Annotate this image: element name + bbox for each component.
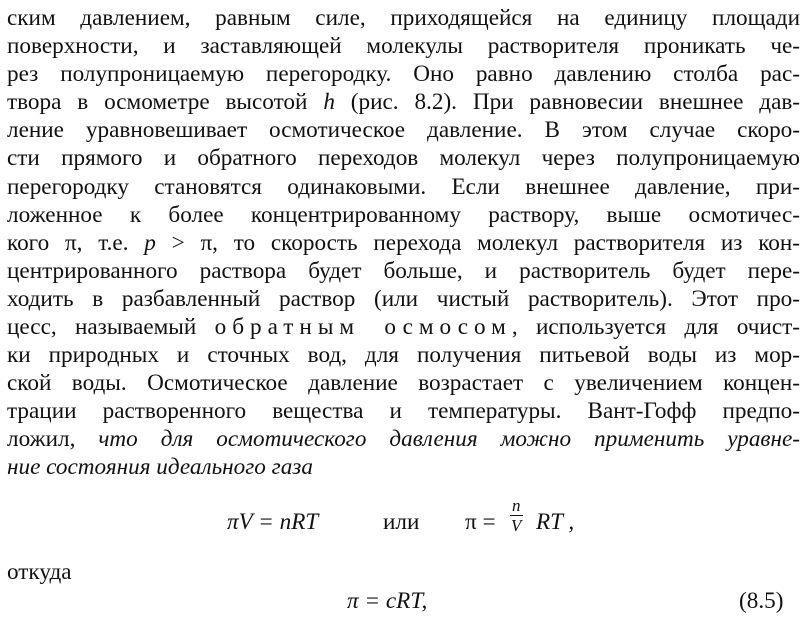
equation-pi-eq: π = [465, 509, 496, 535]
text-line: трации растворенного вещества и температуры. Вант-Гофф предпо- [7, 398, 800, 424]
text-line: ским давлением, равным силе, приходящейся на единицу площади [7, 5, 800, 31]
text-line: рез полупроницаемую перегородку. Оно равно давлению столба рас- [7, 61, 800, 87]
text-line: поверхности, и заставляющей молекулы растворителя проникать че- [7, 33, 800, 59]
equation-rt: RT , [536, 509, 575, 535]
whence-word: откуда [7, 559, 72, 585]
var-h: h [323, 89, 335, 115]
text-line: центрированного раствора будет больше, и растворитель будет пере- [7, 258, 800, 284]
italic-text: ние состояния идеального газа [7, 454, 313, 480]
text-line [7, 453, 800, 481]
fraction-denominator: V [511, 516, 522, 535]
equation-or-word: или [383, 509, 420, 535]
text-line: ложил, что для осмотического давления можно применить уравне- [7, 426, 801, 452]
text-line: ской воды. Осмотическое давление возрастает с увеличением концен- [7, 370, 800, 396]
text-line: сти прямого и обратного переходов молекул через полупроницаемую [7, 145, 800, 171]
fraction-numerator: n [512, 496, 521, 515]
equation-pi-crt: π = cRT, [347, 588, 428, 614]
text-line: ление уравновешивает осмотическое давление. В этом случае скоро- [7, 117, 800, 143]
text-line: цесс, называемый обратным осмосом, используется для очист- [7, 314, 800, 340]
text-line: твора в осмометре высотой h (рис. 8.2). При равновесии внешнее дав- [7, 89, 801, 115]
text-line: ложенное к более концентрированному раствору, выше осмотичес- [7, 202, 800, 228]
text-line: кого π, т.е. p > π, то скорость перехода молекул растворителя из кон- [7, 230, 801, 256]
italic-text: что для осмотического давления можно применить уравне- [98, 426, 801, 452]
spaced-term: обратным осмосом [214, 314, 512, 340]
equation-ideal-gas: πV = nRT [227, 509, 319, 535]
text-line: перегородку становятся одинаковыми. Если внешнее давление, при- [7, 174, 800, 200]
var-p: p [144, 230, 156, 256]
equation-number: (8.5) [739, 588, 784, 614]
text-line: ки природных и сточных вод, для получения питьевой воды из мор- [7, 342, 800, 368]
text-line: ходить в разбавленный раствор (или чистый растворитель). Этот про- [7, 286, 800, 312]
fraction-n-over-v [510, 497, 523, 536]
